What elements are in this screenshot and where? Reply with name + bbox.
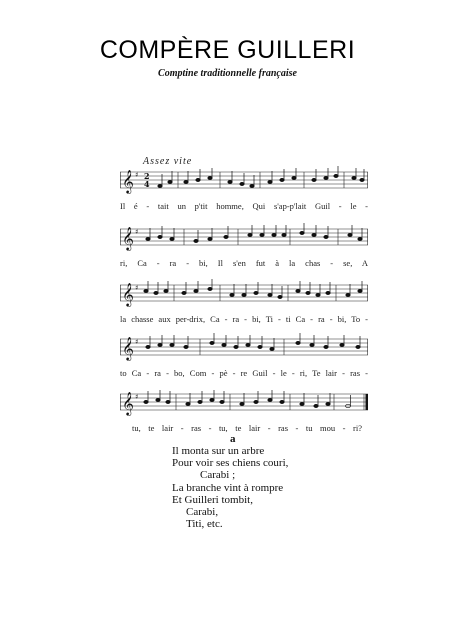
svg-text:♯: ♯ (135, 393, 139, 401)
staff-3 (120, 279, 368, 313)
verse-line: Carabi ; (200, 469, 236, 482)
page-subtitle: Comptine traditionnelle française (158, 68, 297, 79)
lyric-line-5: tu, te lair - ras - tu, te lair - ras - tu mou - ri? (132, 423, 362, 433)
time-signature-top: 2 (144, 171, 150, 181)
svg-text:𝄞: 𝄞 (122, 391, 134, 415)
staff-1 (120, 166, 368, 200)
svg-text:𝄞: 𝄞 (122, 282, 134, 306)
verse-line: La branche vint à rompre (172, 481, 284, 494)
verse-line: Carabi, (186, 506, 219, 519)
music-system-2 (120, 223, 368, 268)
svg-text:♯: ♯ (135, 228, 139, 236)
staff-5 (120, 388, 368, 422)
verse-line: Il monta sur un arbre (172, 445, 265, 457)
staff-4 (120, 333, 368, 367)
svg-text:𝄞: 𝄞 (122, 336, 134, 360)
verse-text (172, 445, 288, 530)
time-signature-bottom: 4 (144, 179, 150, 189)
tempo-marking: Assez vite (143, 156, 193, 167)
svg-text:♯: ♯ (135, 338, 139, 346)
lyric-line-4: to Ca - ra - bo, Com - pè - re Guil - le - ri, Te lair - ras - (120, 368, 368, 378)
lyric-line-3: la chasse aux per-drix, Ca - ra - bi, Ti - ti Ca - ra - bi, To - (120, 314, 368, 324)
page-title: COMPÈRE GUILLERI (99, 36, 356, 64)
verse-line: Titi, etc. (186, 518, 223, 531)
lyric-line-1: Il é - tait un p'tit homme, Qui s'ap-p'lait Guil - le - (120, 201, 368, 211)
music-system-1 (120, 166, 368, 211)
staff-2 (120, 223, 368, 257)
svg-text:♯: ♯ (135, 171, 139, 179)
verse-line: Pour voir ses chiens couri, (172, 457, 289, 470)
music-system-3 (120, 279, 368, 324)
music-system-5 (120, 388, 368, 433)
music-system-4 (120, 333, 368, 378)
svg-text:♯: ♯ (135, 284, 139, 292)
svg-text:𝄞: 𝄞 (122, 226, 134, 250)
svg-text:𝄞: 𝄞 (122, 169, 134, 193)
lyric-line-2: ri, Ca - ra - bi, Il s'en fut à la chas - se, A (120, 258, 368, 268)
verse-line: Et Guilleri tombit, (172, 493, 253, 506)
verse-marker: a (230, 433, 236, 445)
